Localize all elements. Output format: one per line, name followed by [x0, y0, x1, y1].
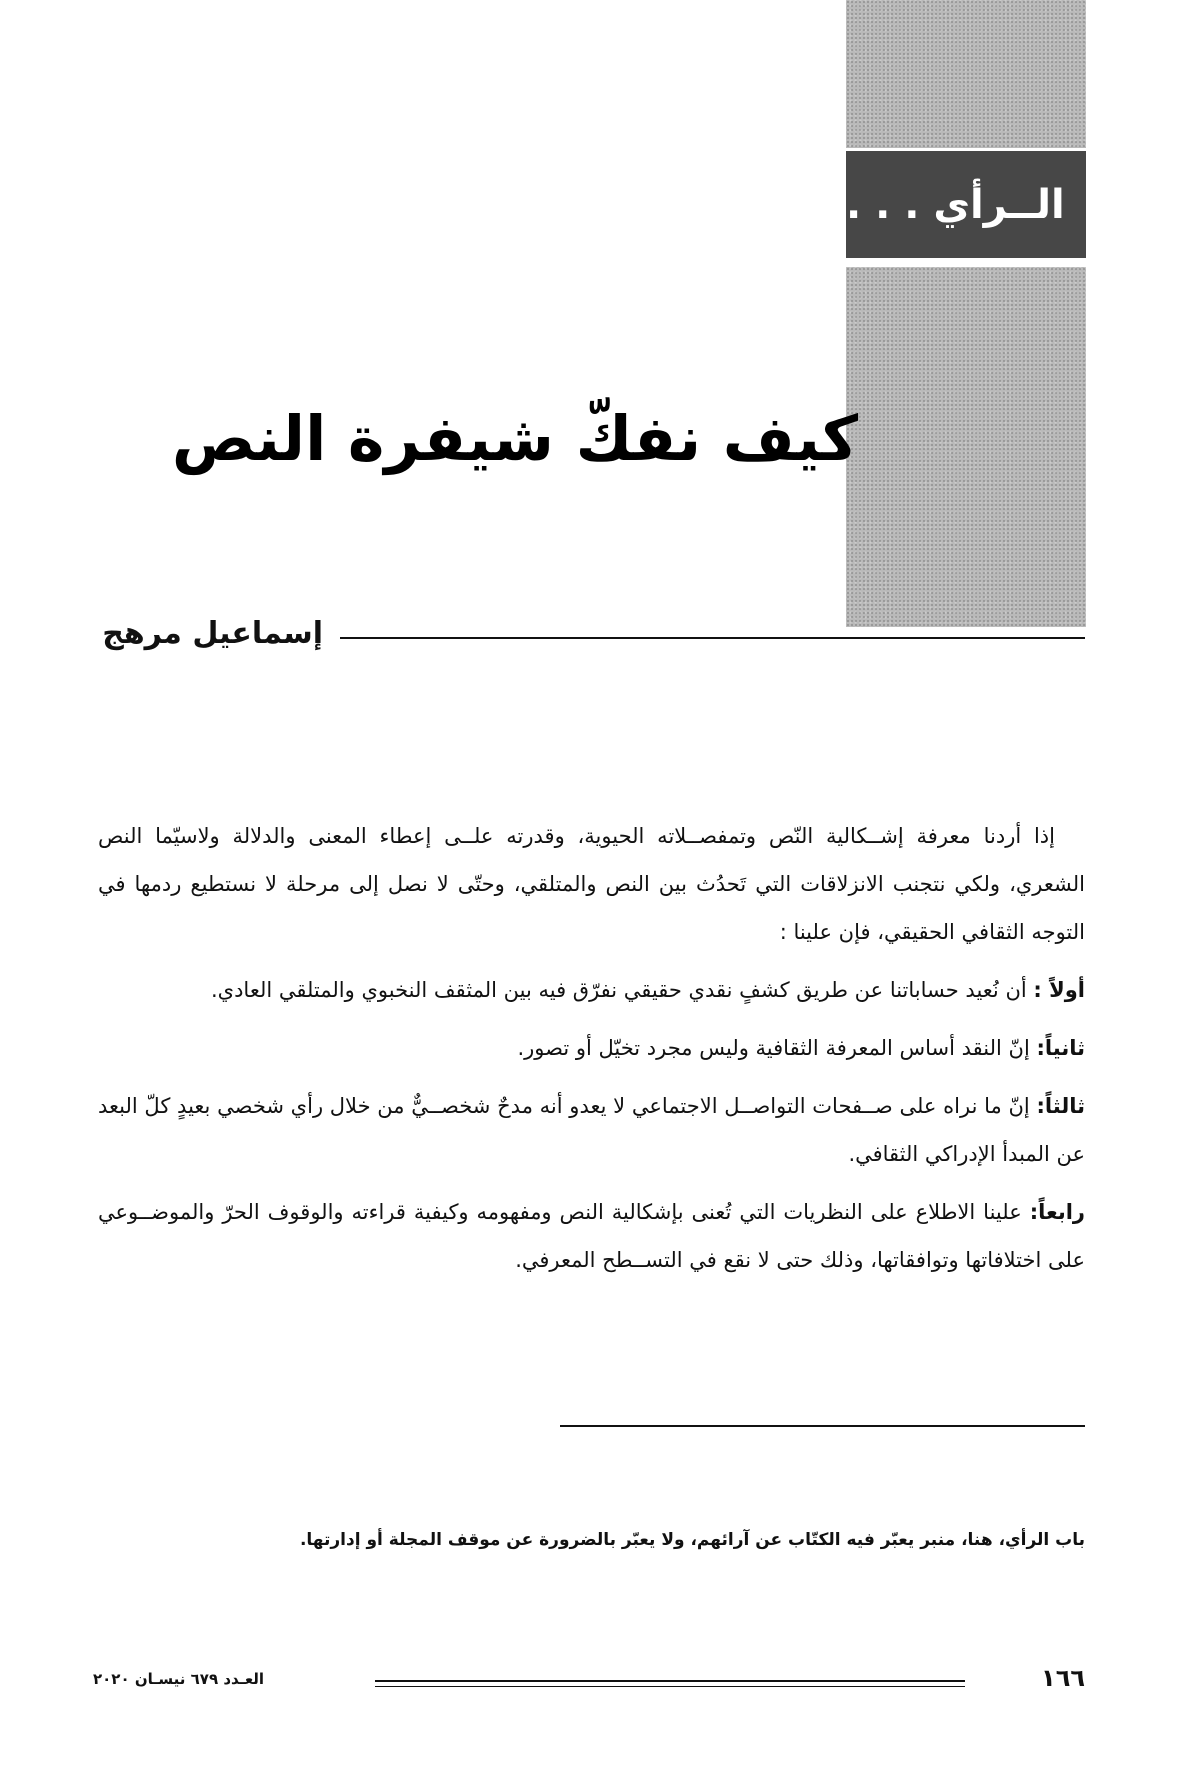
article-body — [98, 812, 1085, 1294]
decorative-gray-panel-top — [846, 0, 1086, 148]
page-number: ١٦٦ — [1041, 1664, 1085, 1692]
footnote-divider — [560, 1425, 1085, 1427]
point-text: إنّ ما نراه على صــفحات التواصــل الاجتماعي لا يعدو أنه مدحٌ شخصــيٌّ من خلال رأي شخصي بعيدٍ كلّ البعد عن المبدأ الإدراكي الثقافي. — [98, 1094, 1085, 1166]
point-lead: رابعاً: — [1029, 1200, 1085, 1224]
point-text: أن نُعيد حساباتنا عن طريق كشفٍ نقدي حقيقي نفرّق فيه بين المثقف النخبوي والمتلقي العادي. — [210, 978, 1034, 1002]
article-title: كيف نفكّ شيفرة النص — [171, 402, 858, 475]
author-name: إسماعيل مرهج — [102, 616, 323, 651]
editorial-footnote: باب الرأي، هنا، منبر يعبّر فيه الكتّاب عن آرائهم، ولا يعبّر بالضرورة عن موقف المجلة أو إدارتها. — [299, 1530, 1085, 1550]
section-label: الــرأي . . . — [846, 181, 1065, 228]
issue-info: العـدد ٦٧٩ نيسـان ٢٠٢٠ — [93, 1670, 265, 1688]
point-paragraph — [98, 966, 1085, 1014]
decorative-gray-panel-bottom — [846, 267, 1086, 627]
author-divider — [340, 637, 1085, 639]
point-paragraph — [98, 1082, 1085, 1178]
intro-paragraph: إذا أردنا معرفة إشــكالية النّص وتمفصــلاته الحيوية، وقدرته علــى إعطاء المعنى والدلالة ولاسيّما النص الشعري، ولكي نتجنب الانزلاقات التي تَحدُث بين النص والمتلقي، وحتّى لا نصل إلى مرحلة لا نستطيع ردمها في التوجه الثقافي الحقيقي، فإن علينا : — [98, 824, 1085, 944]
point-lead: ثانياً: — [1036, 1036, 1085, 1060]
point-paragraph — [98, 1024, 1085, 1072]
point-lead: ثالثاً: — [1036, 1094, 1085, 1118]
point-lead: أولاً : — [1033, 978, 1085, 1002]
point-text: إنّ النقد أساس المعرفة الثقافية وليس مجرد تخيّل أو تصور. — [517, 1036, 1037, 1060]
point-paragraph — [98, 1188, 1085, 1284]
section-header — [846, 151, 1086, 258]
point-text: علينا الاطلاع على النظريات التي تُعنى بإشكالية النص ومفهومه وكيفية قراءته والوقوف الحرّ والموضــوعي على اختلافاتها وتوافقاتها، وذلك حتى لا نقع في التســطح المعرفي. — [98, 1200, 1085, 1272]
footer-divider — [375, 1680, 965, 1687]
